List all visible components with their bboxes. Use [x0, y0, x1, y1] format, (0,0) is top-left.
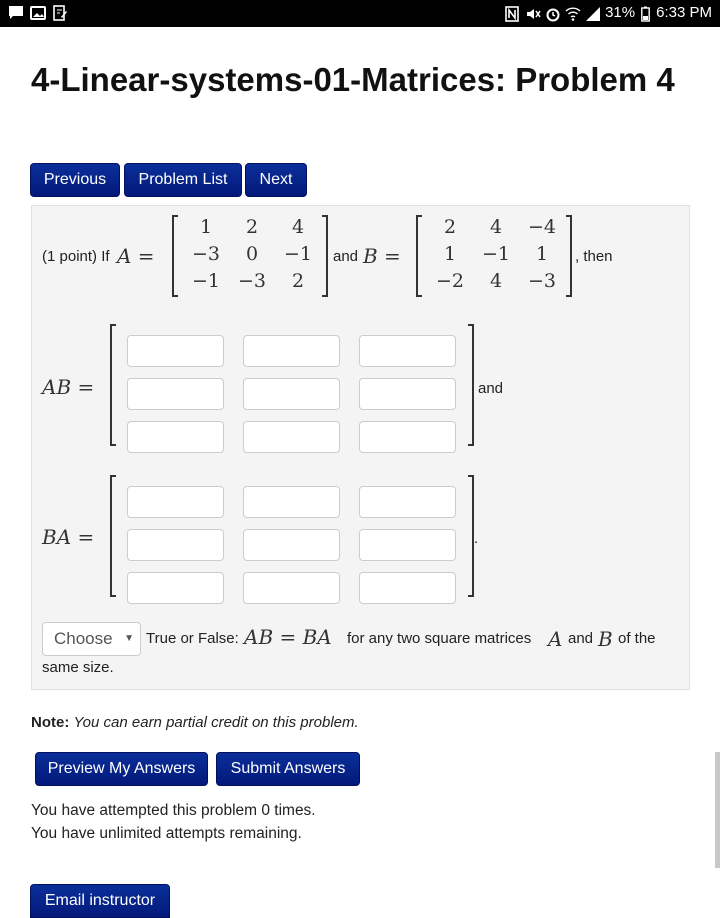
chevron-down-icon: ▼ — [124, 633, 134, 644]
battery-icon — [641, 6, 650, 20]
ab-entry-input[interactable] — [359, 421, 456, 453]
and-text: and — [333, 248, 359, 265]
matrix-b-entry: 1 — [535, 243, 549, 265]
email-instructor-button[interactable]: Email instructor — [30, 884, 170, 918]
ba-entry-input[interactable] — [243, 486, 340, 518]
problem-list-button[interactable]: Problem List — [124, 163, 242, 197]
ba-entry-input[interactable] — [359, 529, 456, 561]
ab-and-text: and — [478, 380, 504, 397]
tf-a: A — [548, 627, 563, 651]
ab-entry-input[interactable] — [243, 421, 340, 453]
matrix-b-entry: 4 — [489, 216, 503, 238]
matrix-b-right-bracket — [566, 215, 572, 297]
preview-answers-button[interactable]: Preview My Answers — [35, 752, 208, 786]
matrix-b-left-bracket — [416, 215, 422, 297]
ba-entry-input[interactable] — [127, 529, 224, 561]
ab-entry-input[interactable] — [127, 378, 224, 410]
note — [31, 714, 359, 731]
ab-entry-input[interactable] — [127, 335, 224, 367]
image-icon — [30, 5, 44, 19]
mute-icon — [525, 6, 539, 20]
tf-end: of the — [618, 630, 656, 647]
ba-entry-input[interactable] — [243, 572, 340, 604]
tf-end2: same size. — [42, 659, 114, 676]
clock: 6:33 PM — [656, 4, 712, 21]
matrix-a-entry: 2 — [245, 216, 259, 238]
a-label: A = — [117, 244, 155, 268]
attempts-text: You have attempted this problem 0 times. — [31, 802, 316, 819]
ba-entry-input[interactable] — [127, 572, 224, 604]
ba-entry-input[interactable] — [243, 529, 340, 561]
matrix-a-entry: −1 — [283, 243, 312, 265]
wifi-icon — [565, 6, 579, 20]
ab-entry-input[interactable] — [359, 378, 456, 410]
battery-percent: 31% — [605, 4, 636, 21]
note-text: You can earn partial credit on this problem. — [73, 714, 359, 731]
b-label: B = — [363, 244, 401, 268]
ab-left-bracket — [110, 324, 116, 446]
previous-button[interactable]: Previous — [30, 163, 120, 197]
tf-b: B — [598, 627, 613, 651]
matrix-a-entry: 0 — [245, 243, 259, 265]
matrix-a-entry: 4 — [291, 216, 305, 238]
message-icon — [8, 5, 22, 19]
matrix-b-entry: −3 — [527, 270, 556, 292]
select-value: Choose — [54, 629, 113, 648]
signal-icon — [585, 6, 599, 20]
matrix-a-right-bracket — [322, 215, 328, 297]
matrix-a-entry: −3 — [191, 243, 220, 265]
tf-math: AB = BA — [244, 625, 332, 649]
then-text: , then — [575, 248, 613, 265]
ba-label: BA = — [42, 525, 95, 549]
remaining-attempts-text: You have unlimited attempts remaining. — [31, 825, 302, 842]
next-button[interactable]: Next — [245, 163, 307, 197]
note-label: Note: — [31, 714, 70, 731]
tf-mid: for any two square matrices — [347, 630, 532, 647]
ab-entry-input[interactable] — [243, 378, 340, 410]
matrix-a-entry: 1 — [199, 216, 213, 238]
matrix-a-entry: −3 — [237, 270, 266, 292]
ab-right-bracket — [468, 324, 474, 446]
scrollbar-thumb[interactable] — [715, 752, 720, 868]
note-edit-icon — [52, 5, 66, 19]
nfc-icon — [505, 6, 519, 20]
ab-entry-input[interactable] — [359, 335, 456, 367]
matrix-b-entry: −1 — [481, 243, 510, 265]
matrix-b-entry: 1 — [443, 243, 457, 265]
ab-label: AB = — [42, 375, 95, 399]
matrix-b-entry: −4 — [527, 216, 556, 238]
matrix-b-entry: 2 — [443, 216, 457, 238]
tf-and: and — [568, 630, 594, 647]
ba-period: . — [474, 530, 479, 547]
matrix-a-entry: 2 — [291, 270, 305, 292]
ba-left-bracket — [110, 475, 116, 597]
ab-entry-input[interactable] — [243, 335, 340, 367]
ab-entry-input[interactable] — [127, 421, 224, 453]
ba-entry-input[interactable] — [359, 486, 456, 518]
ba-entry-input[interactable] — [359, 572, 456, 604]
page-title: 4-Linear-systems-01-Matrices: Problem 4 — [31, 61, 675, 98]
ba-entry-input[interactable] — [127, 486, 224, 518]
status-bar — [0, 0, 720, 27]
matrix-a-left-bracket — [172, 215, 178, 297]
alarm-icon — [545, 6, 559, 20]
points-prefix: (1 point) If — [42, 248, 110, 265]
submit-answers-button[interactable]: Submit Answers — [216, 752, 360, 786]
matrix-b-entry: −2 — [435, 270, 464, 292]
matrix-b-entry: 4 — [489, 270, 503, 292]
true-false-select[interactable] — [42, 622, 141, 656]
tf-prefix: True or False: — [146, 630, 239, 647]
matrix-a-entry: −1 — [191, 270, 220, 292]
